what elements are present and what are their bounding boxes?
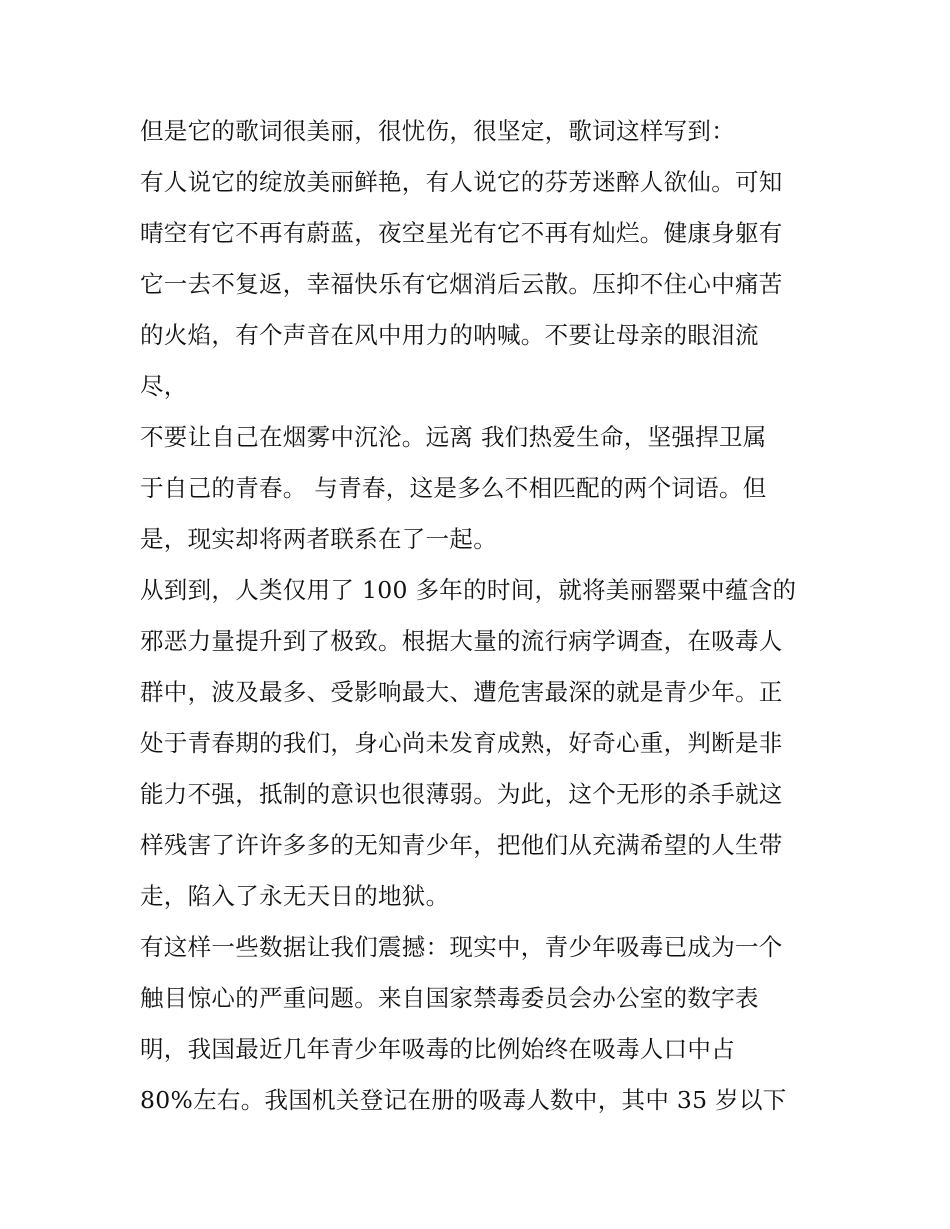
text-line: 它一去不复返，幸福快乐有它烟消后云散。压抑不住心中痛苦 — [140, 270, 783, 298]
text-line: 从到到，人类仅用了 100 多年的时间，就将美丽罂粟中蕴含的 — [140, 576, 797, 604]
text-line: 但是它的歌词很美丽，很忧伤，很坚定，歌词这样写到： — [140, 117, 735, 145]
text-line: 邪恶力量提升到了极致。根据大量的流行病学调查，在吸毒人 — [140, 627, 783, 655]
text-line: 有人说它的绽放美丽鲜艳，有人说它的芬芳迷醉人欲仙。可知 — [140, 168, 783, 196]
text-line: 的火焰，有个声音在风中用力的呐喊。不要让母亲的眼泪流 — [140, 321, 759, 349]
text-line: 不要让自己在烟雾中沉沦。远离 我们热爱生命，坚强捍卫属 — [140, 423, 767, 451]
body-text — [140, 106, 820, 1126]
text-line: 能力不强，抵制的意识也很薄弱。为此，这个无形的杀手就这 — [140, 780, 783, 808]
text-line: 走，陷入了永无天日的地狱。 — [140, 882, 450, 910]
text-line: 有这样一些数据让我们震撼：现实中，青少年吸毒已成为一个 — [140, 933, 783, 961]
text-line: 样残害了许许多多的无知青少年，把他们从充满希望的人生带 — [140, 831, 783, 859]
text-line: 尽， — [140, 372, 188, 400]
text-line: 80%左右。我国机关登记在册的吸毒人数中，其中 35 岁以下 — [140, 1086, 787, 1114]
text-line: 于自己的青春。 与青春，这是多么不相匹配的两个词语。但 — [140, 474, 767, 502]
text-line: 明，我国最近几年青少年吸毒的比例始终在吸毒人口中占 — [140, 1035, 735, 1063]
text-line: 处于青春期的我们，身心尚未发育成熟，好奇心重，判断是非 — [140, 729, 783, 757]
text-line: 群中，波及最多、受影响最大、遭危害最深的就是青少年。正 — [140, 678, 783, 706]
text-line: 是，现实却将两者联系在了一起。 — [140, 525, 497, 553]
text-line: 晴空有它不再有蔚蓝，夜空星光有它不再有灿烂。健康身躯有 — [140, 219, 783, 247]
text-line: 触目惊心的严重问题。来自国家禁毒委员会办公室的数字表 — [140, 984, 759, 1012]
